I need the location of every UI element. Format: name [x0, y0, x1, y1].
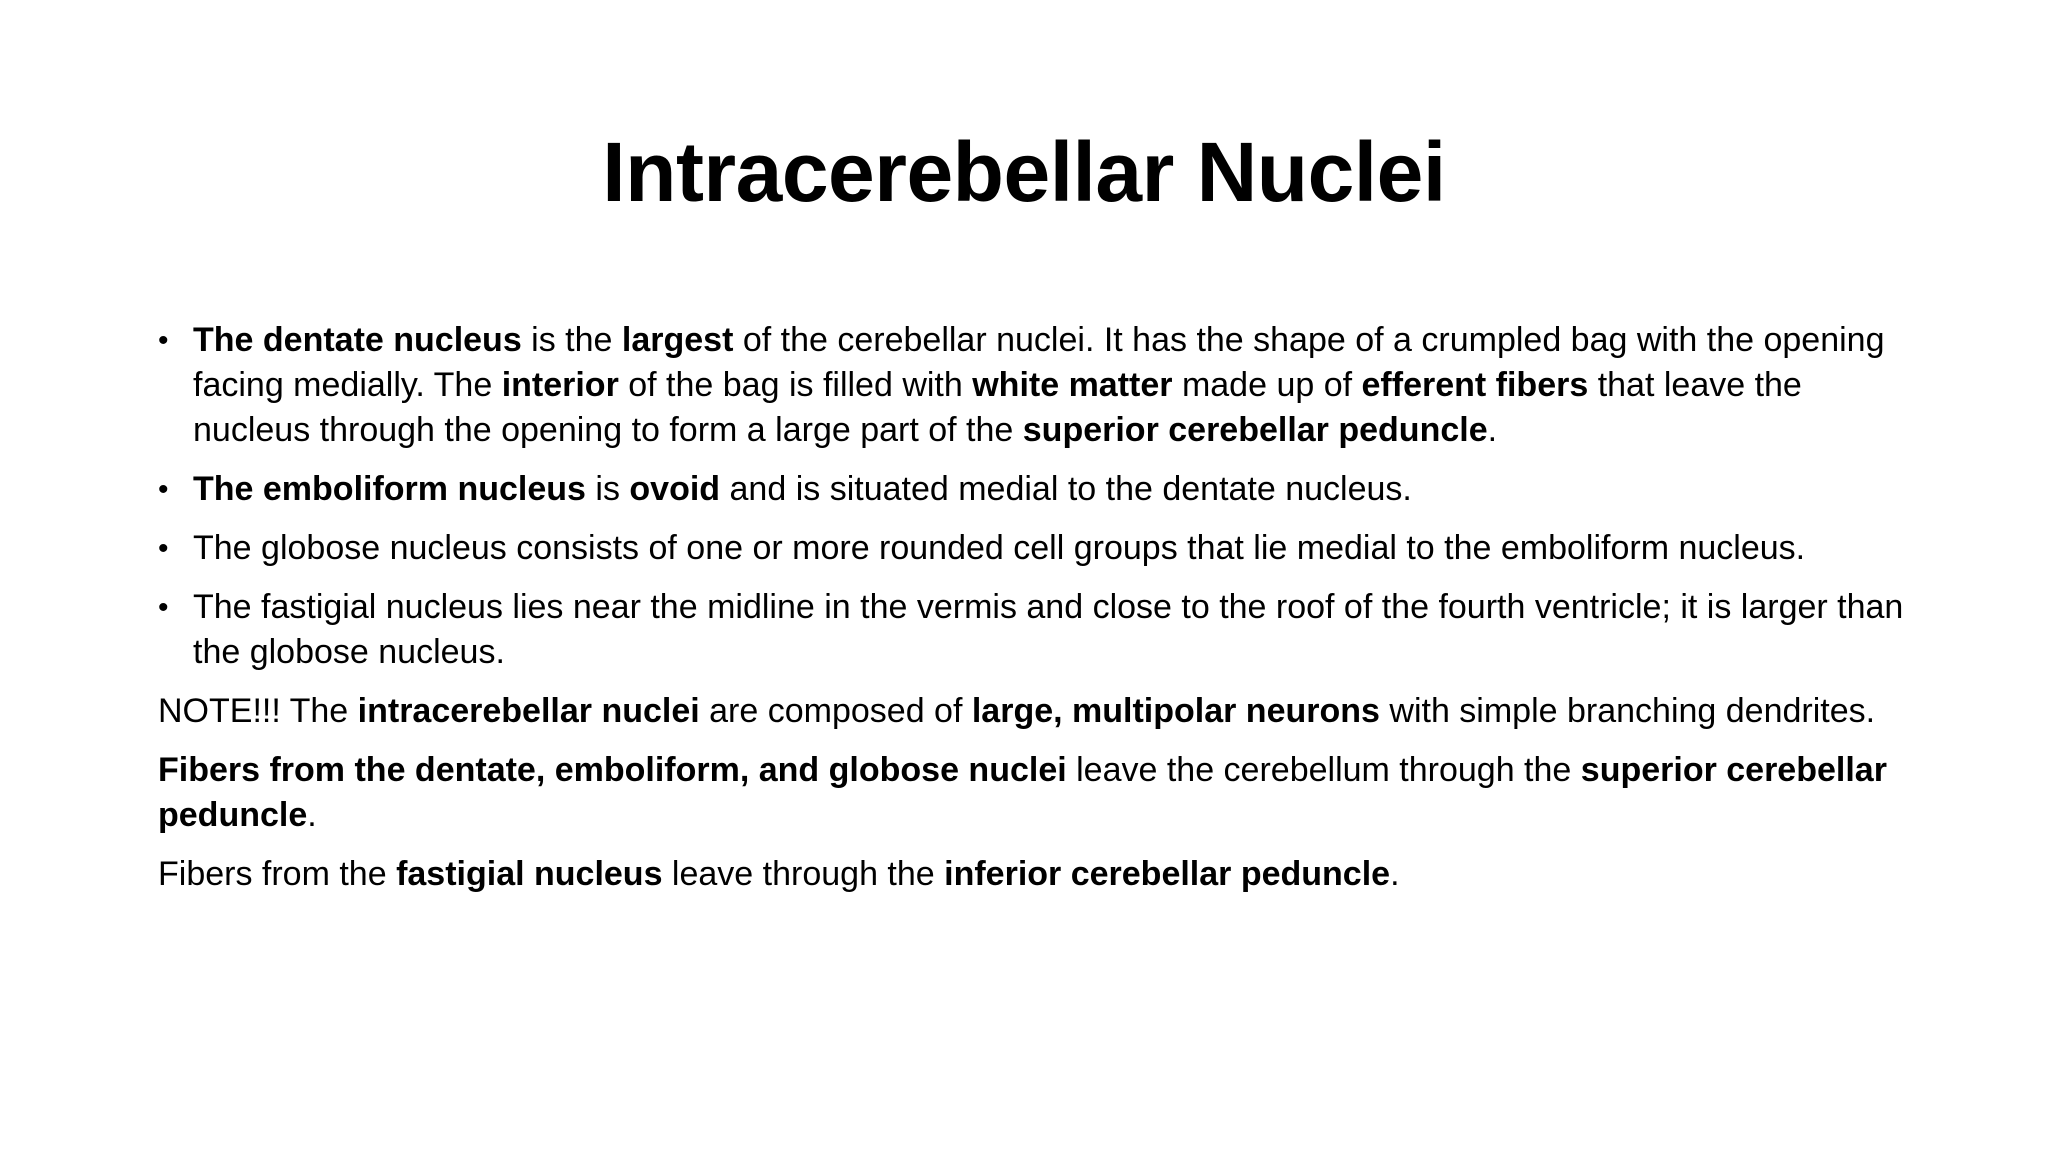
slide-body	[158, 318, 1918, 911]
text-segment: is the	[521, 321, 622, 359]
text-segment: Fibers from the dentate, emboliform, and globose nuclei	[158, 751, 1067, 789]
inferior-peduncle-paragraph	[158, 852, 1918, 897]
bullet-text	[193, 588, 1903, 671]
text-segment: white matter	[972, 366, 1173, 404]
bullet-text	[193, 321, 1884, 449]
text-segment: fastigial nucleus	[396, 855, 663, 893]
text-segment: that leave the nucleus through the opening to form a large part of the	[193, 366, 1802, 449]
text-segment: .	[1390, 855, 1400, 893]
bullet-list	[158, 318, 1918, 675]
text-segment: NOTE!!! The	[158, 692, 358, 730]
bullet-icon: •	[158, 591, 169, 624]
bullet-text	[193, 529, 1805, 567]
bullet-item-globose	[158, 526, 1918, 571]
bullet-icon: •	[158, 324, 169, 357]
text-segment: The emboliform nucleus	[193, 470, 586, 508]
text-segment: with simple branching dendrites.	[1379, 692, 1876, 730]
text-segment: is	[585, 470, 630, 508]
text-segment: .	[307, 796, 317, 834]
bullet-icon: •	[158, 532, 169, 565]
text-segment: Fibers from the	[158, 855, 397, 893]
text-segment: ovoid	[629, 470, 721, 508]
text-segment: superior cerebellar peduncle	[1022, 411, 1488, 449]
text-segment: of the cerebellar nuclei. It has the shape of a crumpled bag with the opening facing medially. The	[193, 321, 1885, 404]
text-segment: are composed of	[699, 692, 972, 730]
bullet-item-fastigial	[158, 585, 1918, 675]
text-segment: inferior cerebellar peduncle	[944, 855, 1391, 893]
bullet-item-dentate	[158, 318, 1918, 453]
text-segment: largest	[621, 321, 734, 359]
slide-title: Intracerebellar Nuclei	[602, 125, 1446, 219]
superior-peduncle-paragraph	[158, 748, 1918, 838]
text-segment: superior cerebellar peduncle	[158, 751, 1887, 834]
text-segment: leave through the	[662, 855, 945, 893]
bullet-text	[193, 470, 1412, 508]
bullet-icon: •	[158, 473, 169, 506]
text-segment: leave the cerebellum through the	[1066, 751, 1581, 789]
bullet-item-emboliform	[158, 467, 1918, 512]
text-segment: The dentate nucleus	[193, 321, 522, 359]
note-paragraph	[158, 689, 1918, 734]
text-segment: The fastigial nucleus lies near the midline in the vermis and close to the roof of the fourth ventricle; it is larger than the globose nucleus.	[193, 588, 1904, 671]
text-segment: intracerebellar nuclei	[357, 692, 700, 730]
text-segment: .	[1487, 411, 1498, 449]
text-segment: and is situated medial to the dentate nucleus.	[720, 470, 1412, 508]
text-segment: large, multipolar neurons	[971, 692, 1380, 730]
text-segment: efferent fibers	[1361, 366, 1589, 404]
text-segment: interior	[501, 366, 619, 404]
text-segment: of the bag is filled with	[618, 366, 973, 404]
text-segment: made up of	[1172, 366, 1362, 404]
text-segment: The globose nucleus consists of one or more rounded cell groups that lie medial to the emboliform nucleus.	[193, 529, 1806, 567]
